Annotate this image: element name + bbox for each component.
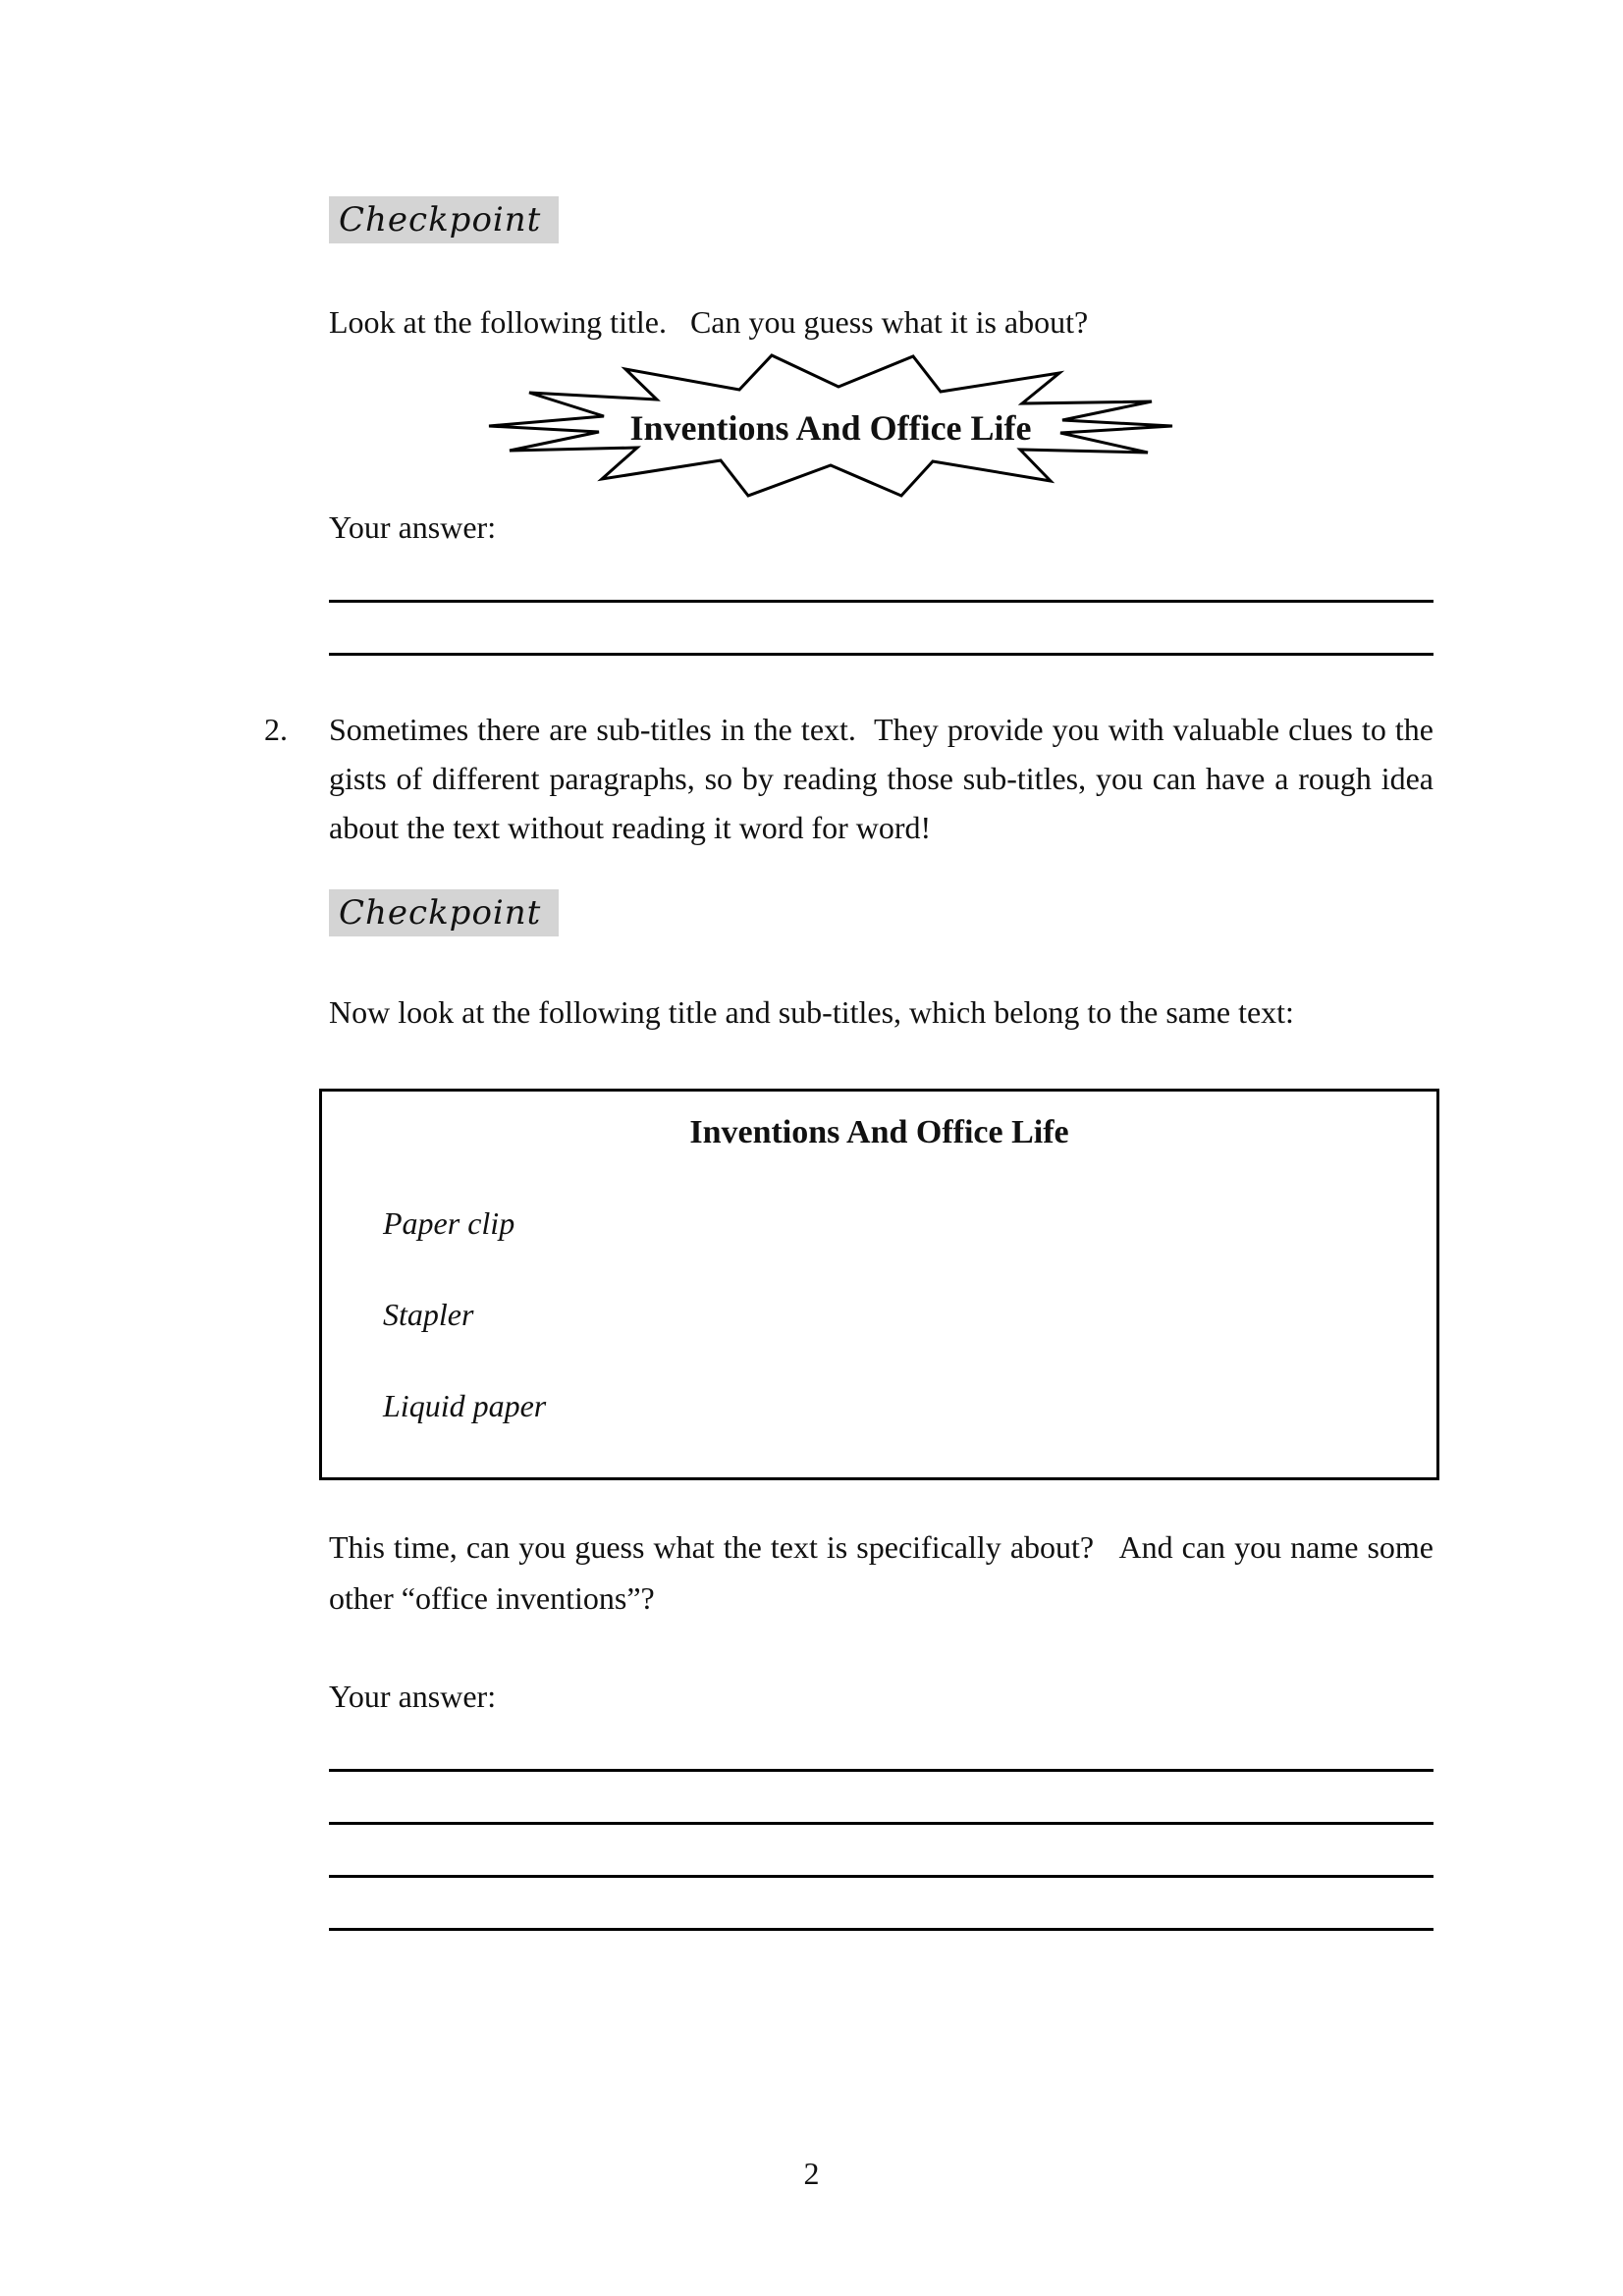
your-answer-label-2: Your answer: (329, 1679, 497, 1714)
subtitle-item: Stapler (383, 1297, 474, 1332)
answer-line (329, 603, 1434, 656)
checkpoint-badge-1-row (329, 196, 1434, 243)
title-starburst (487, 352, 1174, 500)
subtitle-item: Liquid paper (383, 1388, 547, 1423)
answer-line (329, 1772, 1434, 1825)
checkpoint-badge: Checkpoint (329, 889, 559, 936)
subtitle-item: Paper clip (383, 1205, 515, 1241)
item-number: 2. (264, 712, 288, 747)
subtitles-box (319, 1089, 1439, 1480)
starburst-title-text: Inventions And Office Life (629, 408, 1032, 448)
checkpoint-badge: Checkpoint (329, 196, 559, 243)
box-title: Inventions And Office Life (689, 1114, 1069, 1150)
section1-prompt: Look at the following title. Can you guess what it is about? (329, 304, 1089, 340)
answer-line (329, 1719, 1434, 1772)
answer-line (329, 1825, 1434, 1878)
answer-lines-block-2 (329, 1719, 1434, 1931)
checkpoint-badge-2-row (329, 889, 1434, 936)
your-answer-label-1: Your answer: (329, 509, 497, 545)
page-number: 2 (803, 2156, 820, 2191)
answer-lines-block-1 (329, 550, 1434, 656)
section2-question: This time, can you guess what the text is specifically about? And can you name some other “office inventions”? (329, 1529, 1434, 1616)
item-text: Sometimes there are sub-titles in the text. They provide you with valuable clues to the gists of different paragraphs, so by reading those sub-titles, you can have a rough idea about the text without reading it word for word! (329, 712, 1434, 845)
answer-line (329, 550, 1434, 603)
answer-line (329, 1878, 1434, 1931)
section2-prompt: Now look at the following title and sub-titles, which belong to the same text: (329, 994, 1294, 1030)
page-content (264, 0, 1434, 1931)
numbered-paragraph-2 (264, 705, 1434, 852)
